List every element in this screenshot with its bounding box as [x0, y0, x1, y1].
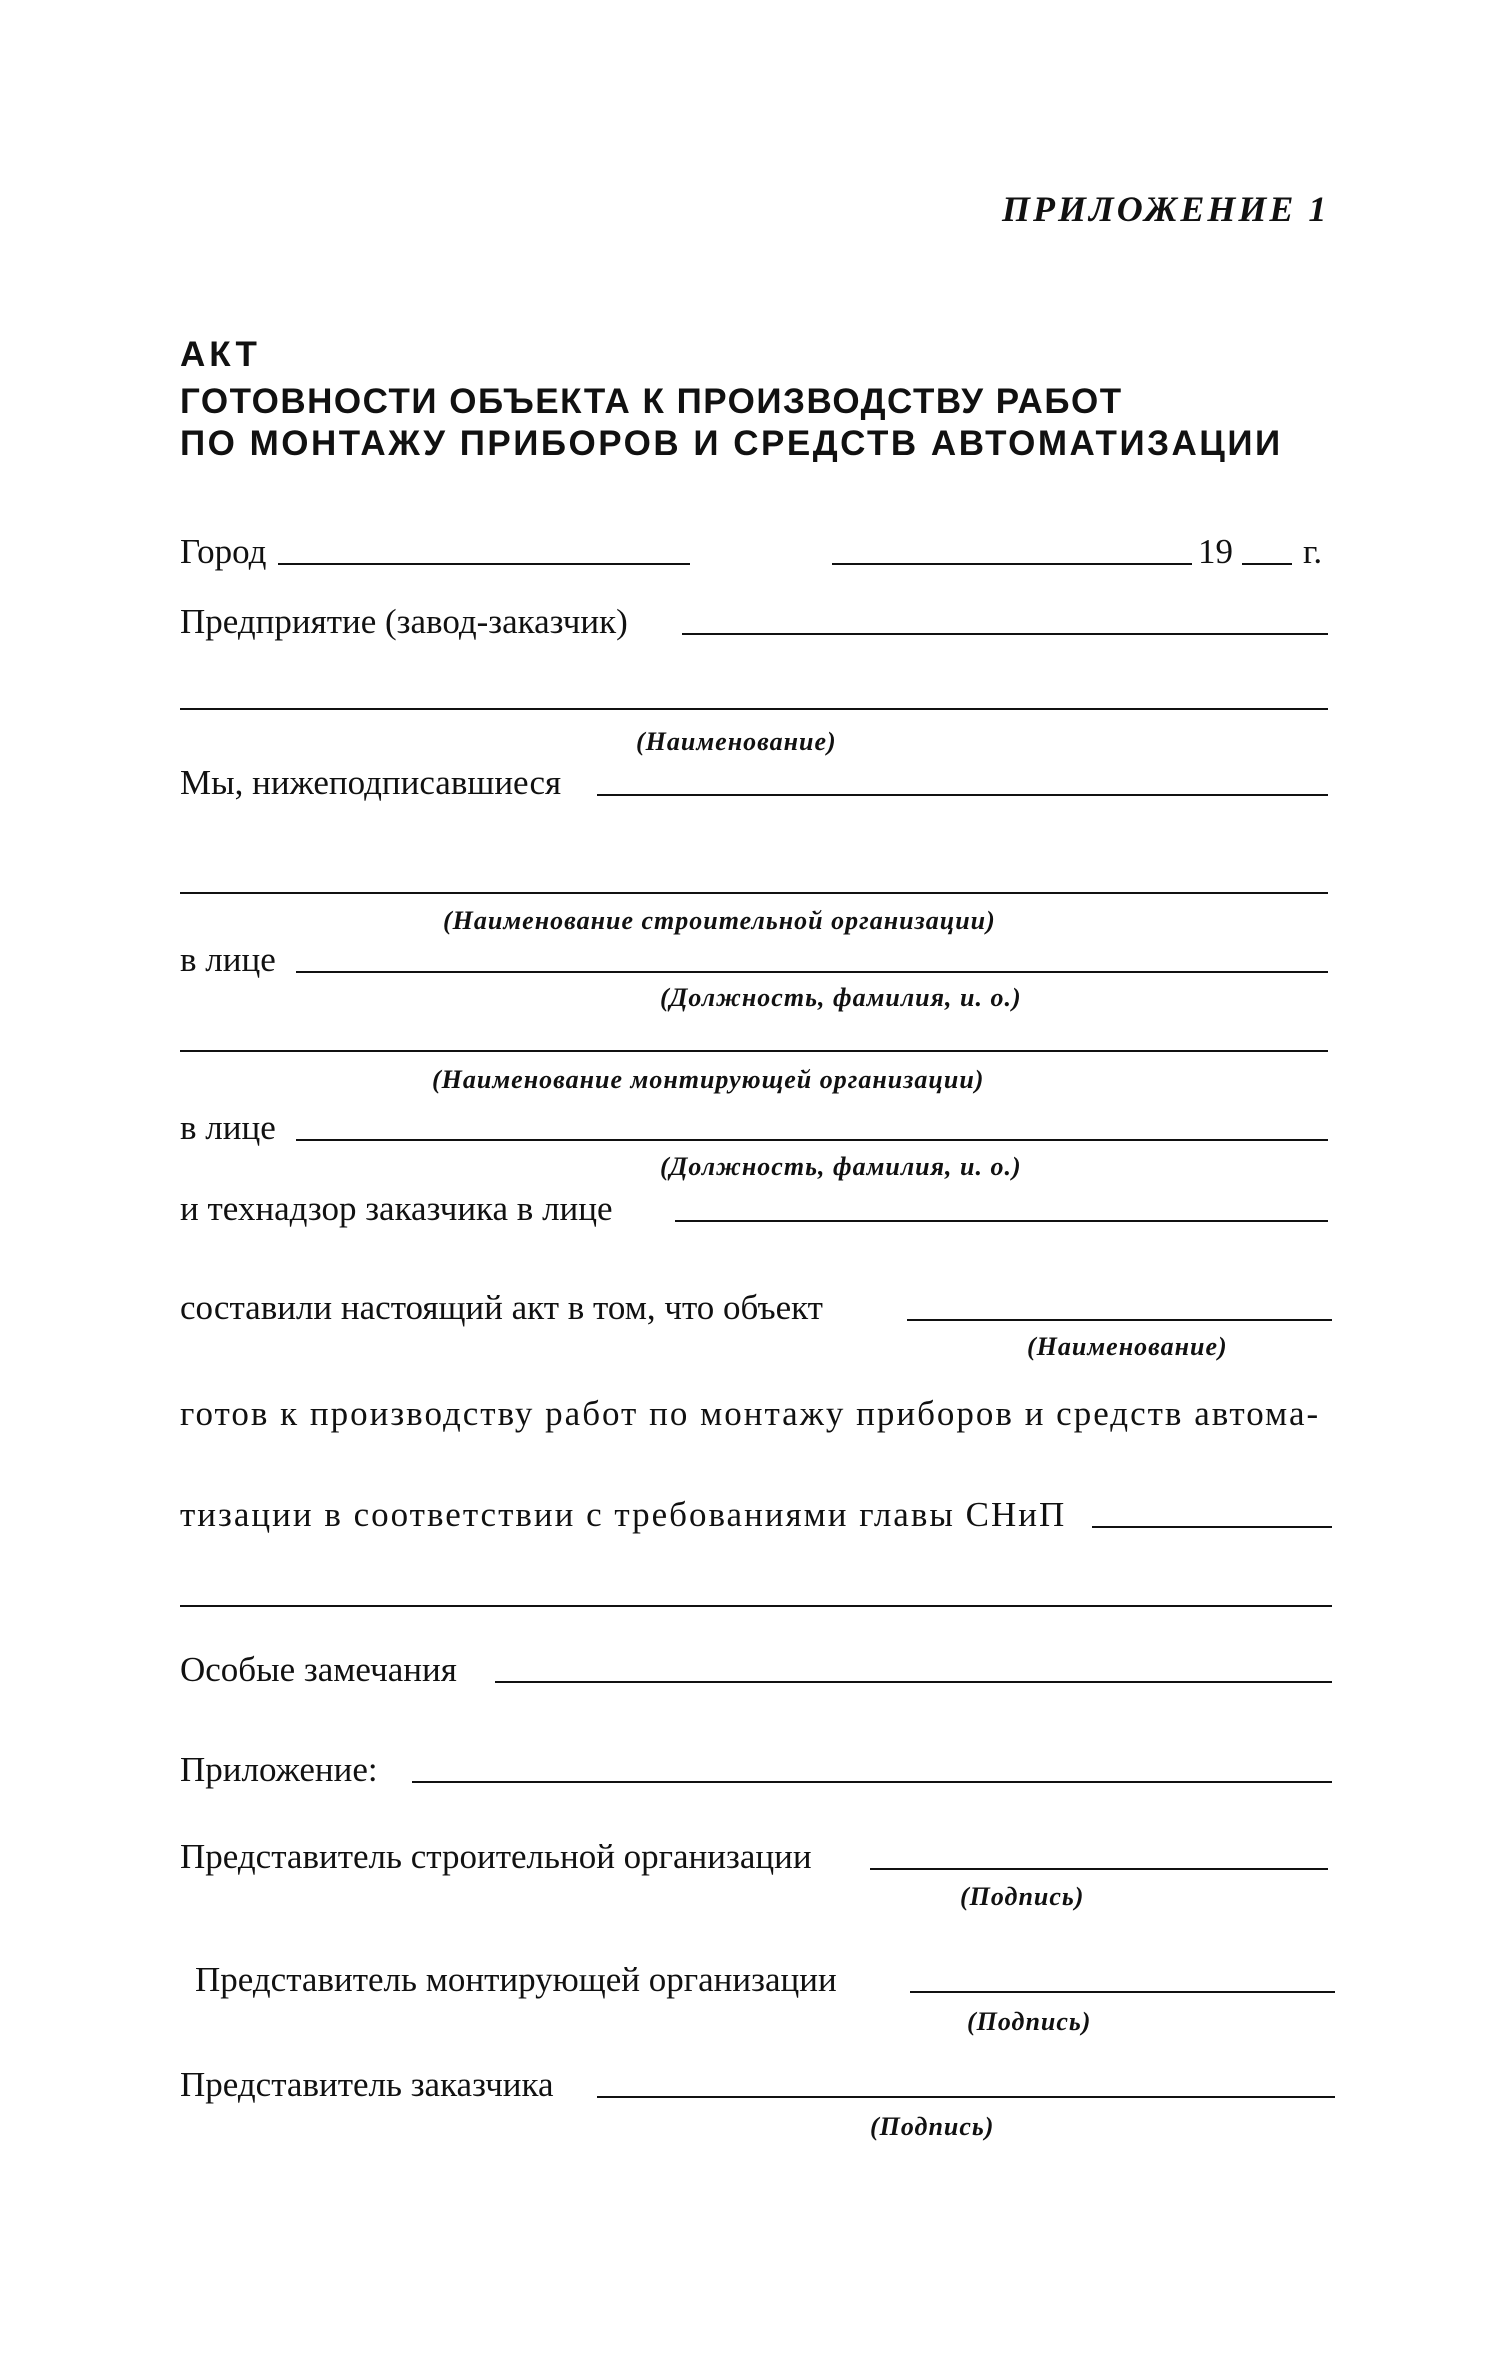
remarks-field[interactable]: [495, 1681, 1332, 1683]
rep-installer-label: Представитель монтирующей организации: [195, 1960, 837, 1999]
rep-builder-label: Представитель строительной организации: [180, 1837, 812, 1876]
snip-field-continued[interactable]: [180, 1605, 1332, 1607]
caption-builder: (Наименование строительной организации): [443, 906, 996, 935]
ready-text: готов к производству работ по монтажу приборов и средств автома-: [180, 1394, 1321, 1433]
snip-field[interactable]: [1092, 1526, 1332, 1528]
attachment-label: Приложение:: [180, 1750, 378, 1789]
enterprise-field[interactable]: [682, 633, 1328, 635]
undersigned-field[interactable]: [597, 794, 1328, 796]
document-title-act: АКТ: [180, 335, 261, 374]
date-field[interactable]: [832, 563, 1192, 565]
attachment-field[interactable]: [412, 1781, 1332, 1783]
object-field[interactable]: [907, 1319, 1332, 1321]
rep-customer-signature-field[interactable]: [597, 2096, 1335, 2098]
year-suffix: г.: [1303, 532, 1323, 571]
rep-installer-signature-field[interactable]: [910, 1991, 1335, 1993]
compiled-label: составили настоящий акт в том, что объект: [180, 1288, 823, 1327]
city-label: Город: [180, 532, 267, 571]
builder-field[interactable]: [180, 892, 1328, 894]
supervision-label: и технадзор заказчика в лице: [180, 1189, 613, 1228]
enterprise-field-continued[interactable]: [180, 708, 1328, 710]
document-title-line3: ПО МОНТАЖУ ПРИБОРОВ И СРЕДСТВ АВТОМАТИЗАЦИИ: [180, 424, 1283, 463]
caption-sign-1: (Подпись): [960, 1882, 1085, 1911]
snip-text: тизации в соответствии с требованиями главы СНиП: [180, 1495, 1067, 1534]
rep-customer-label: Представитель заказчика: [180, 2065, 554, 2104]
caption-installer: (Наименование монтирующей организации): [432, 1065, 985, 1094]
supervision-field[interactable]: [675, 1220, 1328, 1222]
undersigned-label: Мы, нижеподписавшиеся: [180, 763, 562, 802]
caption-position-2: (Должность, фамилия, и. о.): [660, 1152, 1022, 1181]
appendix-number: ПРИЛОЖЕНИЕ 1: [1002, 189, 1330, 229]
year-field[interactable]: [1242, 563, 1292, 565]
caption-sign-2: (Подпись): [967, 2007, 1092, 2036]
remarks-label: Особые замечания: [180, 1650, 457, 1689]
caption-position-1: (Должность, фамилия, и. о.): [660, 983, 1022, 1012]
enterprise-label: Предприятие (завод-заказчик): [180, 602, 628, 641]
in-person-label-1: в лице: [180, 940, 276, 979]
installer-person-field[interactable]: [296, 1139, 1328, 1141]
rep-builder-signature-field[interactable]: [870, 1868, 1328, 1870]
document-title-line2: ГОТОВНОСТИ ОБЪЕКТА К ПРОИЗВОДСТВУ РАБОТ: [180, 382, 1123, 421]
in-person-label-2: в лице: [180, 1108, 276, 1147]
caption-object: (Наименование): [1027, 1332, 1228, 1361]
builder-person-field[interactable]: [296, 971, 1328, 973]
caption-name: (Наименование): [636, 727, 837, 756]
city-field[interactable]: [278, 563, 690, 565]
caption-sign-3: (Подпись): [870, 2112, 995, 2141]
installer-field[interactable]: [180, 1050, 1328, 1052]
year-prefix: 19: [1198, 532, 1233, 571]
